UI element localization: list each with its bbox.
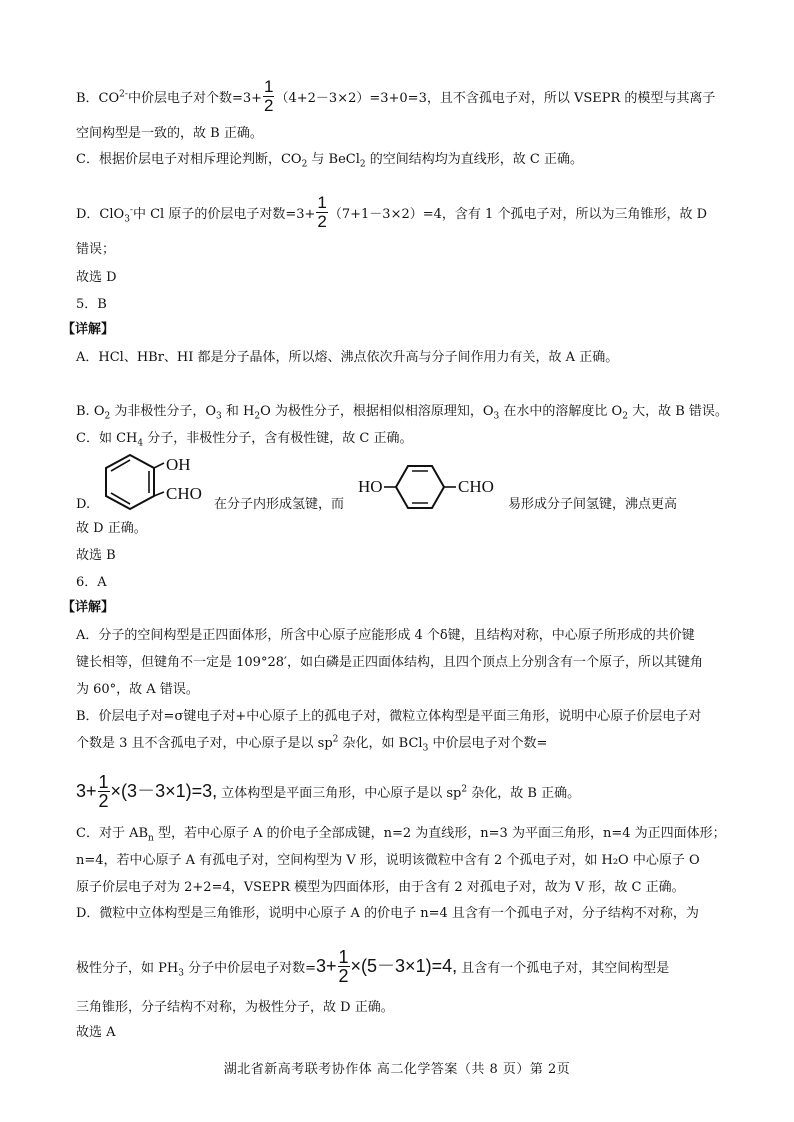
q6-answer: 故选 A <box>76 1025 116 1040</box>
page-footer: 湖北省新高考联考协作体 高二化学答案（共 8 页）第 2页 <box>223 1062 571 1077</box>
fraction-one-half: $\frac{1}{2}$ <box>338 947 349 986</box>
q6-option-a-line1: A．分子的空间构型是正四面体形，所含中心原子应能形成 4 个δ键，且结构对称，中心原子所形成的共价键 <box>76 628 695 643</box>
q4-option-b-line1: B．$CO^{2-}$中价层电子对个数=3+ $\frac{1}{2}$ （4+2－3×2）=3+0=3，且不含孤电子对，所以 VSEPR 的模型与其离子 <box>76 77 716 115</box>
p-hydroxybenzaldehyde-structure <box>356 460 506 518</box>
fraction-one-half: $\frac{1}{2}$ <box>317 193 327 231</box>
q4-answer: 故选 D <box>76 270 117 285</box>
q6-option-d-line2: 极性分子，如 $PH_3$ 分子中价层电子对数=3+ $\frac{1}{2}$ ×(5－3×1)=4, 且含有一个孤电子对，其空间构型是 <box>76 947 670 986</box>
q5-option-a: A．HCl、HBr、HI 都是分子晶体，所以熔、沸点依次升高与分子间作用力有关，故 A 正确。 <box>76 350 619 365</box>
q5-option-d-line2: 故 D 正确。 <box>76 521 147 536</box>
q6-option-c-line1: C．对于 $AB_n$ 型，若中心原子 A 的价电子全部成键，n=2 为直线形，n=3 为平面三角形，n=4 为正四面体形； <box>76 826 726 844</box>
q6-number: 6．A <box>76 575 107 590</box>
hydroxy-label: HO <box>358 477 383 496</box>
q5-option-c: C．如 $CH_4$ 分子，非极性分子，含有极性键，故 C 正确。 <box>76 431 413 449</box>
q6-option-b-line2: 个数是 3 且不含孤电子对，中心原子是以 $sp^2$ 杂化，如 BCl$_3$ 中价层电子对个数= <box>76 734 548 754</box>
q5-option-d-label: D. <box>76 497 91 512</box>
fraction-one-half: $\frac{1}{2}$ <box>98 772 109 811</box>
formyl-label: CHO <box>458 477 494 496</box>
salicylaldehyde-structure <box>100 452 216 520</box>
q4-option-d-line1: D．ClO$_3$-中 Cl 原子的价层电子对数=3+ $\frac{1}{2}$ （7+1－3×2）=4，含有 1 个孤电子对，所以为三角锥形，故 D <box>76 193 707 231</box>
q5-option-d-mid: 在分子内形成氢键，而 <box>214 497 345 512</box>
q6-option-d-line1: D．微粒中立体构型是三角锥形，说明中心原子 A 的价电子 n=4 且含有一个孤电子对，分子结构不对称，为 <box>76 906 699 921</box>
q5-option-d-post: 易形成分子间氢键，沸点更高 <box>508 497 678 512</box>
q6-option-c-line2: n=4，若中心原子 A 有孤电子对，空间构型为 V 形，说明该微粒中含有 2 个孤电子对，如 H₂O 中心原子 O <box>76 853 700 868</box>
q4-option-c: C．根据价层电子对相斥理论判断，$CO_2$ 与 BeCl$_2$ 的空间结构均为直线形，故 C 正确。 <box>76 152 584 170</box>
q4-option-d-line2: 错误； <box>76 242 116 257</box>
q5-detail-header: 【详解】 <box>62 322 115 337</box>
hydroxyl-label: OH <box>166 455 191 474</box>
q6-option-b-line1: B．价层电子对=σ键电子对+中心原子上的孤电子对，微粒立体构型是平面三角形，说明中心原子价层电子对 <box>76 709 702 724</box>
q6-detail-header: 【详解】 <box>62 600 115 615</box>
aldehyde-label: CHO <box>166 484 202 503</box>
q5-answer: 故选 B <box>76 548 116 563</box>
q6-option-a-line2: 键长相等，但键角不一定是 109°28′，如白磷是正四面体结构，且四个顶点上分别含有一个原子，所以其键角 <box>76 655 703 670</box>
q5-option-b: B. $O_2$ 为非极性分子，$O_3$ 和 $H_2O$ 为极性分子，根据相似相溶原理知，$O_3$ 在水中的溶解度比 $O_2$ 大，故 B 错误。 <box>76 404 728 422</box>
q5-number: 5．B <box>76 297 107 312</box>
q4-option-b-line2: 空间构型是一致的，故 B 正确。 <box>76 126 263 141</box>
q6-option-c-line3: 原子价层电子对为 2+2=4，VSEPR 模型为四面体形，由于含有 2 对孤电子对，故为 V 形，故 C 正确。 <box>76 880 685 895</box>
fraction-one-half: $\frac{1}{2}$ <box>264 77 274 115</box>
q6-option-a-line3: 为 60°，故 A 错误。 <box>76 682 199 697</box>
q6-option-b-line3: 3+ $\frac{1}{2}$ ×(3－3×1)=3, 立体构型是平面三角形，中心原子是以 $sp^2$ 杂化，故 B 正确。 <box>76 772 581 811</box>
q6-option-d-line3: 三角锥形，分子结构不对称，为极性分子，故 D 正确。 <box>76 1000 394 1015</box>
